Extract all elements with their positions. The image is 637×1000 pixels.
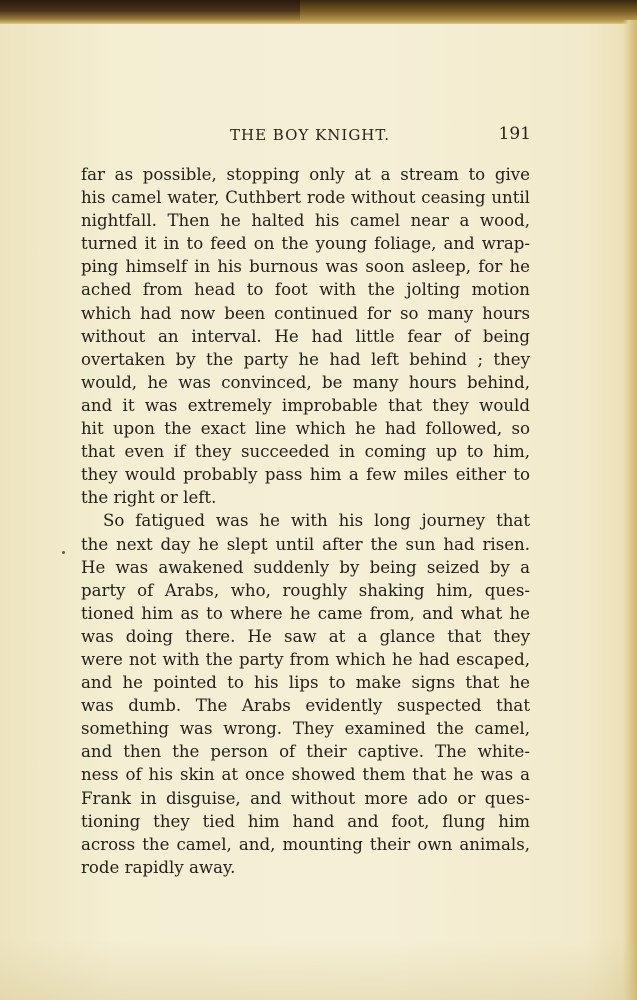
text-line: without an interval. He had little fear of being — [81, 326, 530, 346]
gilt-edge — [300, 0, 637, 22]
page-right-edge — [623, 20, 637, 1000]
text-line: that even if they succeeded in coming up to him, — [81, 442, 530, 462]
text-line: and then the person of their captive. The white- — [81, 742, 530, 762]
text-line: hit upon the exact line which he had followed, so — [81, 419, 530, 439]
text-line: So fatigued was he with his long journey that — [103, 511, 530, 531]
text-line: were not with the party from which he had escaped, — [81, 649, 530, 669]
text-line: was dumb. The Arabs evidently suspected that — [81, 696, 530, 716]
text-line: which had now been continued for so many hours — [81, 303, 530, 323]
text-line: tioned him as to where he came from, and what he — [81, 603, 530, 623]
text-line: nightfall. Then he halted his camel near a wood, — [81, 211, 530, 231]
text-line: the right or left. — [81, 488, 217, 508]
body-text — [81, 163, 530, 879]
text-line: the next day he slept until after the sun had risen. — [81, 534, 530, 554]
text-line: ping himself in his burnous was soon asleep, for he — [81, 257, 530, 277]
text-line: his camel water, Cuthbert rode without ceasing until — [81, 188, 530, 208]
text-line: He was awakened suddenly by being seized by a — [81, 557, 530, 577]
text-line: overtaken by the party he had left behind ; they — [81, 349, 530, 369]
text-line: and he pointed to his lips to make signs that he — [81, 673, 530, 693]
text-line: ached from head to foot with the jolting motion — [81, 280, 530, 300]
text-line: across the camel, and, mounting their own animals, — [81, 834, 530, 854]
text-line: they would probably pass him a few miles either to — [81, 465, 530, 485]
running-head — [80, 126, 531, 150]
text-line: tioning they tied him hand and foot, flung him — [81, 811, 530, 831]
text-line: party of Arabs, who, roughly shaking him, ques- — [81, 580, 530, 600]
running-title: THE BOY KNIGHT. — [230, 126, 390, 144]
text-line: far as possible, stopping only at a stream to give — [81, 165, 530, 184]
page-number: 191 — [498, 124, 531, 144]
text-line: something was wrong. They examined the camel, — [81, 719, 530, 739]
text-line: ness of his skin at once showed them that he was a — [81, 765, 530, 785]
ink-speck — [62, 551, 65, 554]
page-bottom-shade — [0, 940, 637, 1000]
text-line: Frank in disguise, and without more ado or ques- — [81, 788, 530, 808]
text-line: and it was extremely improbable that they would — [81, 395, 530, 415]
text-line: rode rapidly away. — [81, 857, 236, 877]
text-line: turned it in to feed on the young foliage, and wrap- — [81, 234, 530, 254]
text-line: would, he was convinced, be many hours behind, — [81, 372, 530, 392]
text-line: was doing there. He saw at a glance that they — [81, 626, 530, 646]
